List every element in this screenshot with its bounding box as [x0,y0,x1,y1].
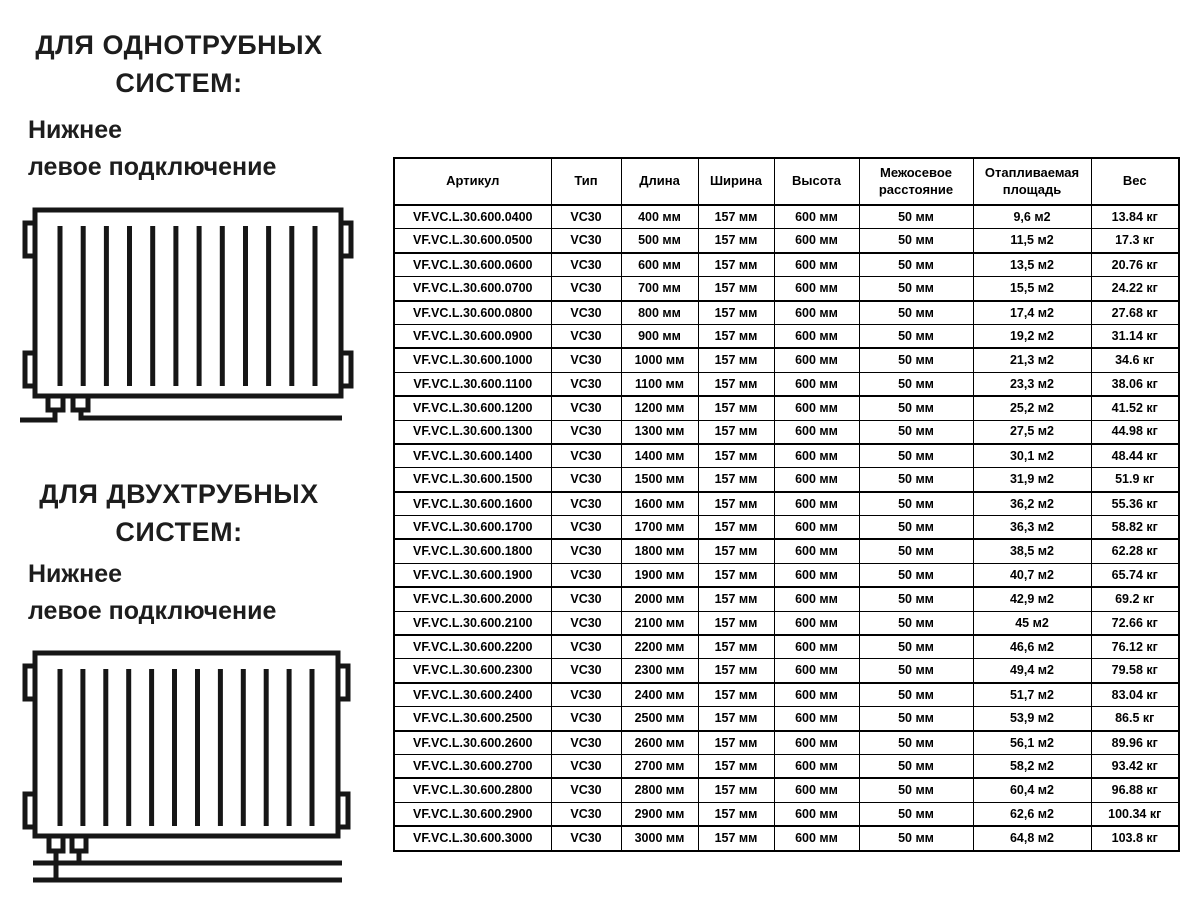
cell-height: 600 мм [774,444,859,468]
cell-type: VC30 [551,563,621,587]
cell-heated-area: 58,2 м2 [973,754,1091,778]
table-row [394,348,1179,372]
table-row [394,277,1179,301]
cell-article: VF.VC.L.30.600.0800 [394,301,551,325]
cell-width: 157 мм [698,492,774,516]
cell-height: 600 мм [774,277,859,301]
cell-type: VC30 [551,826,621,850]
cell-heated-area: 17,4 м2 [973,301,1091,325]
cell-width: 157 мм [698,802,774,826]
single-pipe-connection-label [28,112,368,186]
cell-axis-distance: 50 мм [859,420,973,444]
cell-axis-distance: 50 мм [859,539,973,563]
cell-length: 1200 мм [621,396,698,420]
table-row [394,611,1179,635]
cell-weight: 96.88 кг [1091,778,1179,802]
cell-type: VC30 [551,539,621,563]
cell-weight: 103.8 кг [1091,826,1179,850]
cell-axis-distance: 50 мм [859,635,973,659]
cell-type: VC30 [551,468,621,492]
cell-weight: 17.3 кг [1091,229,1179,253]
table-row [394,587,1179,611]
cell-length: 2200 мм [621,635,698,659]
cell-height: 600 мм [774,683,859,707]
col-header-height: Высота [774,158,859,205]
cell-heated-area: 19,2 м2 [973,324,1091,348]
cell-article: VF.VC.L.30.600.0500 [394,229,551,253]
cell-length: 2100 мм [621,611,698,635]
cell-length: 900 мм [621,324,698,348]
cell-type: VC30 [551,707,621,731]
cell-length: 1900 мм [621,563,698,587]
cell-type: VC30 [551,396,621,420]
cell-article: VF.VC.L.30.600.1400 [394,444,551,468]
connection-label-line: Нижнее [28,116,123,144]
cell-type: VC30 [551,659,621,683]
cell-width: 157 мм [698,539,774,563]
cell-weight: 93.42 кг [1091,754,1179,778]
col-header-type: Тип [551,158,621,205]
cell-article: VF.VC.L.30.600.0700 [394,277,551,301]
table-row [394,683,1179,707]
cell-width: 157 мм [698,754,774,778]
table-row [394,516,1179,540]
cell-width: 157 мм [698,324,774,348]
cell-weight: 83.04 кг [1091,683,1179,707]
cell-heated-area: 36,2 м2 [973,492,1091,516]
cell-axis-distance: 50 мм [859,205,973,229]
col-header-width: Ширина [698,158,774,205]
cell-weight: 76.12 кг [1091,635,1179,659]
table-row [394,539,1179,563]
cell-height: 600 мм [774,754,859,778]
spec-table-area [393,157,1180,852]
table-row [394,754,1179,778]
cell-article: VF.VC.L.30.600.1600 [394,492,551,516]
table-row [394,444,1179,468]
cell-axis-distance: 50 мм [859,301,973,325]
cell-type: VC30 [551,492,621,516]
cell-axis-distance: 50 мм [859,468,973,492]
cell-axis-distance: 50 мм [859,731,973,755]
spec-table [393,157,1180,852]
cell-article: VF.VC.L.30.600.3000 [394,826,551,850]
radiator-fins [60,669,312,826]
cell-article: VF.VC.L.30.600.2900 [394,802,551,826]
cell-length: 800 мм [621,301,698,325]
cell-width: 157 мм [698,516,774,540]
table-row [394,635,1179,659]
cell-axis-distance: 50 мм [859,253,973,277]
cell-type: VC30 [551,301,621,325]
cell-length: 400 мм [621,205,698,229]
cell-type: VC30 [551,324,621,348]
cell-type: VC30 [551,348,621,372]
cell-width: 157 мм [698,205,774,229]
cell-width: 157 мм [698,635,774,659]
cell-width: 157 мм [698,253,774,277]
col-header-axis-distance: Межосевое расстояние [859,158,973,205]
cell-height: 600 мм [774,348,859,372]
cell-heated-area: 40,7 м2 [973,563,1091,587]
cell-article: VF.VC.L.30.600.2400 [394,683,551,707]
radiator-two-pipe-diagram [18,646,354,886]
cell-height: 600 мм [774,539,859,563]
cell-axis-distance: 50 мм [859,444,973,468]
cell-weight: 13.84 кг [1091,205,1179,229]
cell-height: 600 мм [774,635,859,659]
two-pipe-section-title [0,475,358,551]
cell-weight: 24.22 кг [1091,277,1179,301]
cell-weight: 86.5 кг [1091,707,1179,731]
cell-height: 600 мм [774,468,859,492]
cell-width: 157 мм [698,468,774,492]
cell-width: 157 мм [698,301,774,325]
cell-width: 157 мм [698,611,774,635]
cell-axis-distance: 50 мм [859,372,973,396]
table-row [394,468,1179,492]
cell-axis-distance: 50 мм [859,826,973,850]
cell-article: VF.VC.L.30.600.2500 [394,707,551,731]
cell-height: 600 мм [774,492,859,516]
table-row [394,778,1179,802]
single-pipe-line [81,410,342,418]
cell-axis-distance: 50 мм [859,516,973,540]
cell-heated-area: 62,6 м2 [973,802,1091,826]
cell-width: 157 мм [698,420,774,444]
cell-axis-distance: 50 мм [859,683,973,707]
cell-width: 157 мм [698,731,774,755]
cell-type: VC30 [551,253,621,277]
cell-axis-distance: 50 мм [859,229,973,253]
cell-weight: 27.68 кг [1091,301,1179,325]
cell-height: 600 мм [774,301,859,325]
col-header-heated-area: Отапливаемая площадь [973,158,1091,205]
section-title-line: ДЛЯ ДВУХТРУБНЫХ [39,479,319,509]
cell-axis-distance: 50 мм [859,707,973,731]
cell-type: VC30 [551,420,621,444]
cell-width: 157 мм [698,348,774,372]
col-header-article: Артикул [394,158,551,205]
cell-weight: 79.58 кг [1091,659,1179,683]
table-row [394,301,1179,325]
table-row [394,731,1179,755]
cell-type: VC30 [551,516,621,540]
cell-heated-area: 21,3 м2 [973,348,1091,372]
cell-length: 1800 мм [621,539,698,563]
cell-height: 600 мм [774,253,859,277]
cell-article: VF.VC.L.30.600.1800 [394,539,551,563]
cell-heated-area: 36,3 м2 [973,516,1091,540]
cell-length: 1000 мм [621,348,698,372]
cell-axis-distance: 50 мм [859,587,973,611]
cell-article: VF.VC.L.30.600.1500 [394,468,551,492]
single-pipe-section-title [0,26,358,102]
cell-heated-area: 49,4 м2 [973,659,1091,683]
section-title-line: ДЛЯ ОДНОТРУБНЫХ [35,30,323,60]
cell-type: VC30 [551,372,621,396]
cell-length: 2000 мм [621,587,698,611]
cell-width: 157 мм [698,683,774,707]
cell-length: 2600 мм [621,731,698,755]
cell-weight: 69.2 кг [1091,587,1179,611]
cell-heated-area: 13,5 м2 [973,253,1091,277]
cell-heated-area: 45 м2 [973,611,1091,635]
cell-article: VF.VC.L.30.600.2700 [394,754,551,778]
table-row [394,396,1179,420]
section-title-line: СИСТЕМ: [115,68,243,98]
cell-type: VC30 [551,587,621,611]
cell-heated-area: 25,2 м2 [973,396,1091,420]
cell-weight: 41.52 кг [1091,396,1179,420]
cell-height: 600 мм [774,826,859,850]
cell-height: 600 мм [774,731,859,755]
cell-width: 157 мм [698,396,774,420]
cell-length: 500 мм [621,229,698,253]
cell-weight: 65.74 кг [1091,563,1179,587]
table-row [394,707,1179,731]
cell-weight: 44.98 кг [1091,420,1179,444]
connection-label-line: левое подключение [28,153,277,181]
cell-height: 600 мм [774,587,859,611]
connection-label-line: Нижнее [28,560,123,588]
cell-weight: 20.76 кг [1091,253,1179,277]
cell-article: VF.VC.L.30.600.0900 [394,324,551,348]
radiator-fins [60,226,315,386]
cell-height: 600 мм [774,563,859,587]
cell-height: 600 мм [774,324,859,348]
cell-weight: 62.28 кг [1091,539,1179,563]
cell-length: 2900 мм [621,802,698,826]
cell-article: VF.VC.L.30.600.1000 [394,348,551,372]
cell-heated-area: 46,6 м2 [973,635,1091,659]
cell-article: VF.VC.L.30.600.2300 [394,659,551,683]
cell-length: 700 мм [621,277,698,301]
cell-heated-area: 53,9 м2 [973,707,1091,731]
cell-height: 600 мм [774,611,859,635]
cell-height: 600 мм [774,372,859,396]
col-header-weight: Вес [1091,158,1179,205]
table-row [394,205,1179,229]
cell-height: 600 мм [774,229,859,253]
cell-length: 1300 мм [621,420,698,444]
table-row [394,420,1179,444]
cell-width: 157 мм [698,707,774,731]
cell-axis-distance: 50 мм [859,754,973,778]
cell-type: VC30 [551,611,621,635]
cell-axis-distance: 50 мм [859,611,973,635]
cell-height: 600 мм [774,396,859,420]
table-row [394,492,1179,516]
cell-article: VF.VC.L.30.600.2200 [394,635,551,659]
cell-axis-distance: 50 мм [859,659,973,683]
cell-length: 1700 мм [621,516,698,540]
table-row [394,659,1179,683]
cell-weight: 100.34 кг [1091,802,1179,826]
cell-weight: 72.66 кг [1091,611,1179,635]
spec-table-body [394,205,1179,851]
cell-height: 600 мм [774,707,859,731]
cell-article: VF.VC.L.30.600.1200 [394,396,551,420]
cell-length: 2400 мм [621,683,698,707]
cell-heated-area: 31,9 м2 [973,468,1091,492]
cell-length: 3000 мм [621,826,698,850]
cell-weight: 38.06 кг [1091,372,1179,396]
cell-height: 600 мм [774,420,859,444]
cell-heated-area: 23,3 м2 [973,372,1091,396]
cell-article: VF.VC.L.30.600.1300 [394,420,551,444]
cell-heated-area: 15,5 м2 [973,277,1091,301]
cell-article: VF.VC.L.30.600.0400 [394,205,551,229]
cell-type: VC30 [551,205,621,229]
table-row [394,253,1179,277]
cell-length: 1400 мм [621,444,698,468]
cell-length: 1500 мм [621,468,698,492]
cell-weight: 31.14 кг [1091,324,1179,348]
cell-axis-distance: 50 мм [859,778,973,802]
cell-heated-area: 56,1 м2 [973,731,1091,755]
cell-width: 157 мм [698,659,774,683]
cell-length: 1600 мм [621,492,698,516]
cell-length: 2300 мм [621,659,698,683]
cell-width: 157 мм [698,563,774,587]
cell-type: VC30 [551,277,621,301]
cell-type: VC30 [551,635,621,659]
cell-type: VC30 [551,754,621,778]
cell-weight: 58.82 кг [1091,516,1179,540]
table-row [394,826,1179,850]
cell-length: 600 мм [621,253,698,277]
table-row [394,324,1179,348]
header-row [394,158,1179,205]
left-panel [0,0,392,918]
cell-type: VC30 [551,778,621,802]
cell-weight: 51.9 кг [1091,468,1179,492]
cell-article: VF.VC.L.30.600.0600 [394,253,551,277]
cell-height: 600 мм [774,778,859,802]
cell-heated-area: 9,6 м2 [973,205,1091,229]
cell-length: 2800 мм [621,778,698,802]
table-row [394,229,1179,253]
cell-width: 157 мм [698,587,774,611]
cell-weight: 34.6 кг [1091,348,1179,372]
cell-heated-area: 42,9 м2 [973,587,1091,611]
table-row [394,372,1179,396]
cell-height: 600 мм [774,659,859,683]
cell-length: 2500 мм [621,707,698,731]
cell-weight: 48.44 кг [1091,444,1179,468]
cell-article: VF.VC.L.30.600.2600 [394,731,551,755]
cell-width: 157 мм [698,444,774,468]
cell-width: 157 мм [698,229,774,253]
connection-label-line: левое подключение [28,597,277,625]
cell-height: 600 мм [774,802,859,826]
cell-type: VC30 [551,802,621,826]
radiator-single-pipe-diagram [18,203,354,431]
cell-length: 1100 мм [621,372,698,396]
cell-article: VF.VC.L.30.600.2000 [394,587,551,611]
cell-length: 2700 мм [621,754,698,778]
cell-height: 600 мм [774,516,859,540]
cell-article: VF.VC.L.30.600.2100 [394,611,551,635]
cell-heated-area: 27,5 м2 [973,420,1091,444]
cell-axis-distance: 50 мм [859,492,973,516]
cell-article: VF.VC.L.30.600.1100 [394,372,551,396]
cell-heated-area: 60,4 м2 [973,778,1091,802]
cell-article: VF.VC.L.30.600.1700 [394,516,551,540]
cell-axis-distance: 50 мм [859,348,973,372]
col-header-length: Длина [621,158,698,205]
cell-axis-distance: 50 мм [859,396,973,420]
cell-heated-area: 30,1 м2 [973,444,1091,468]
cell-type: VC30 [551,683,621,707]
table-row [394,563,1179,587]
cell-weight: 89.96 кг [1091,731,1179,755]
cell-width: 157 мм [698,826,774,850]
table-row [394,802,1179,826]
cell-width: 157 мм [698,277,774,301]
cell-type: VC30 [551,229,621,253]
cell-height: 600 мм [774,205,859,229]
cell-heated-area: 11,5 м2 [973,229,1091,253]
cell-weight: 55.36 кг [1091,492,1179,516]
cell-article: VF.VC.L.30.600.1900 [394,563,551,587]
cell-axis-distance: 50 мм [859,802,973,826]
cell-axis-distance: 50 мм [859,563,973,587]
cell-heated-area: 51,7 м2 [973,683,1091,707]
section-title-line: СИСТЕМ: [115,517,243,547]
cell-axis-distance: 50 мм [859,324,973,348]
two-pipe-connection-label [28,556,368,630]
cell-heated-area: 64,8 м2 [973,826,1091,850]
cell-axis-distance: 50 мм [859,277,973,301]
cell-width: 157 мм [698,778,774,802]
cell-heated-area: 38,5 м2 [973,539,1091,563]
cell-article: VF.VC.L.30.600.2800 [394,778,551,802]
cell-type: VC30 [551,444,621,468]
cell-type: VC30 [551,731,621,755]
cell-width: 157 мм [698,372,774,396]
